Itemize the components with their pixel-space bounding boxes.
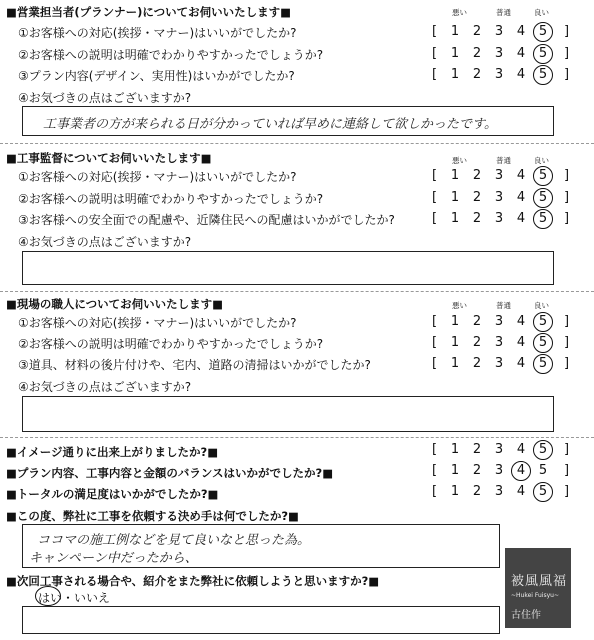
logo-line-2: ~Hukei Fuisyu~ [511, 592, 559, 599]
scale-good-label: 良い [534, 8, 549, 17]
s1-question-3: ③プラン内容(デザイン、実用性)はいかがでしたか? [18, 69, 295, 83]
s2-q2-scale[interactable] [432, 190, 570, 206]
scale-option-5-selected[interactable]: 5 [536, 24, 550, 39]
scale-option-3[interactable]: 3 [494, 356, 504, 371]
scale-option-2[interactable]: 2 [472, 24, 482, 39]
scale-bad-label: 悪い [452, 156, 467, 165]
scale-open-bracket: [ [432, 211, 438, 226]
scale-option-4[interactable]: 4 [516, 190, 526, 205]
scale-option-1[interactable]: 1 [450, 24, 460, 39]
s2-q3-scale[interactable] [432, 211, 570, 227]
s2-comment-label: ④お気づきの点はございますか? [18, 235, 192, 249]
divider [0, 437, 594, 438]
overall-q3: ■トータルの満足度はいかがでしたか?■ [6, 487, 219, 501]
scale-option-5[interactable]: 5 [538, 463, 548, 478]
scale-close-bracket: ] [564, 484, 570, 499]
scale-option-1[interactable]: 1 [450, 168, 460, 183]
scale-open-bracket: [ [432, 24, 438, 39]
s2-question-1: ①お客様への対応(挨拶・マナー)はいいがでしたか? [18, 170, 297, 184]
s1-comment-text: 工事業者の方が来られる日が分かっていれば早めに連絡して欲しかったです。 [43, 117, 497, 132]
scale-normal-label: 普通 [496, 301, 511, 310]
s2-comment-box[interactable] [22, 251, 554, 285]
scale-option-2[interactable]: 2 [472, 356, 482, 371]
scale-option-3[interactable]: 3 [494, 335, 504, 350]
scale-option-4[interactable]: 4 [516, 484, 526, 499]
s3-q2-scale[interactable] [432, 335, 570, 351]
scale-option-1[interactable]: 1 [450, 46, 460, 61]
scale-option-5-selected[interactable]: 5 [536, 211, 550, 226]
scale-option-3[interactable]: 3 [494, 46, 504, 61]
scale-option-4[interactable]: 4 [516, 46, 526, 61]
scale-good-label: 良い [534, 156, 549, 165]
scale-close-bracket: ] [564, 190, 570, 205]
section-3-title: ■現場の職人についてお伺いいたします■ [6, 297, 223, 311]
scale-option-4[interactable]: 4 [516, 442, 526, 457]
scale-option-3[interactable]: 3 [494, 484, 504, 499]
overall-q3-scale[interactable] [432, 484, 570, 500]
next-title: ■次回工事される場合や、紹介をまた弊社に依頼しようと思いますか?■ [6, 574, 380, 588]
overall-q1-scale[interactable] [432, 442, 570, 458]
s3-q1-scale[interactable] [432, 314, 570, 330]
scale-good-label: 良い [534, 301, 549, 310]
scale-option-5-selected[interactable]: 5 [536, 356, 550, 371]
scale-option-3[interactable]: 3 [494, 463, 504, 478]
scale-option-5-selected[interactable]: 5 [536, 484, 550, 499]
scale-option-4[interactable]: 4 [516, 67, 526, 82]
scale-option-2[interactable]: 2 [472, 314, 482, 329]
scale-option-5-selected[interactable]: 5 [536, 442, 550, 457]
scale-close-bracket: ] [564, 168, 570, 183]
scale-normal-label: 普通 [496, 8, 511, 17]
scale-option-3[interactable]: 3 [494, 442, 504, 457]
s3-q3-scale[interactable] [432, 356, 570, 372]
scale-option-2[interactable]: 2 [472, 335, 482, 350]
s3-question-2: ②お客様への説明は明確でわかりやすかったでしょうか? [18, 337, 324, 351]
scale-option-1[interactable]: 1 [450, 67, 460, 82]
logo-line-1: 被風風福 [511, 574, 568, 589]
scale-close-bracket: ] [564, 463, 570, 478]
s3-comment-box[interactable] [22, 396, 554, 432]
s1-question-2: ②お客様への説明は明確でわかりやすかったでしょうか? [18, 48, 324, 62]
s1-q1-scale[interactable] [432, 24, 570, 40]
scale-option-5-selected[interactable]: 5 [536, 168, 550, 183]
scale-option-2[interactable]: 2 [472, 67, 482, 82]
scale-option-3[interactable]: 3 [494, 168, 504, 183]
scale-option-5-selected[interactable]: 5 [536, 335, 550, 350]
s1-q2-scale[interactable] [432, 46, 570, 62]
next-answer[interactable]: はい・いいえ [38, 591, 111, 605]
decision-answer-box[interactable] [22, 524, 500, 568]
scale-open-bracket: [ [432, 168, 438, 183]
scale-open-bracket: [ [432, 356, 438, 371]
scale-option-5-selected[interactable]: 5 [536, 67, 550, 82]
s3-comment-label: ④お気づきの点はございますか? [18, 380, 192, 394]
overall-q2: ■プラン内容、工事内容と金額のバランスはいかがでしたか?■ [6, 466, 334, 480]
scale-option-2[interactable]: 2 [472, 190, 482, 205]
scale-option-4[interactable]: 4 [516, 356, 526, 371]
scale-open-bracket: [ [432, 190, 438, 205]
scale-option-1[interactable]: 1 [450, 442, 460, 457]
scale-close-bracket: ] [564, 67, 570, 82]
scale-open-bracket: [ [432, 46, 438, 61]
scale-option-5-selected[interactable]: 5 [536, 314, 550, 329]
s1-comment-label: ④お気づきの点はございますか? [18, 91, 192, 105]
scale-option-4-selected[interactable]: 4 [514, 463, 528, 478]
overall-q2-scale[interactable] [432, 463, 570, 479]
scale-normal-label: 普通 [496, 156, 511, 165]
scale-close-bracket: ] [564, 46, 570, 61]
scale-option-3[interactable]: 3 [494, 211, 504, 226]
scale-option-4[interactable]: 4 [516, 314, 526, 329]
selected-yes-circle [35, 586, 61, 606]
scale-close-bracket: ] [564, 442, 570, 457]
scale-option-3[interactable]: 3 [494, 24, 504, 39]
scale-option-5-selected[interactable]: 5 [536, 46, 550, 61]
scale-open-bracket: [ [432, 314, 438, 329]
scale-open-bracket: [ [432, 484, 438, 499]
divider [0, 291, 594, 292]
scale-close-bracket: ] [564, 314, 570, 329]
section-1-title: ■営業担当者(プランナー)についてお伺いいたします■ [6, 5, 292, 19]
scale-option-2[interactable]: 2 [472, 484, 482, 499]
scale-option-4[interactable]: 4 [516, 168, 526, 183]
scale-close-bracket: ] [564, 356, 570, 371]
s1-comment-box[interactable] [22, 106, 554, 136]
scale-option-3[interactable]: 3 [494, 67, 504, 82]
scale-option-4[interactable]: 4 [516, 211, 526, 226]
scale-option-3[interactable]: 3 [494, 190, 504, 205]
decision-title: ■この度、弊社に工事を依頼する決め手は何でしたか?■ [6, 509, 299, 523]
scale-open-bracket: [ [432, 335, 438, 350]
scale-open-bracket: [ [432, 67, 438, 82]
s2-question-2: ②お客様への説明は明確でわかりやすかったでしょうか? [18, 192, 324, 206]
decision-answer-line-2: キャンペーン中だったから、 [29, 551, 198, 566]
scale-option-4[interactable]: 4 [516, 24, 526, 39]
scale-option-5-selected[interactable]: 5 [536, 190, 550, 205]
scale-option-2[interactable]: 2 [472, 46, 482, 61]
scale-close-bracket: ] [564, 211, 570, 226]
s1-q3-scale[interactable] [432, 67, 570, 83]
scale-option-2[interactable]: 2 [472, 168, 482, 183]
scale-option-2[interactable]: 2 [472, 463, 482, 478]
scale-bad-label: 悪い [452, 8, 467, 17]
scale-option-1[interactable]: 1 [450, 335, 460, 350]
s3-question-1: ①お客様への対応(挨拶・マナー)はいいがでしたか? [18, 316, 297, 330]
scale-option-1[interactable]: 1 [450, 484, 460, 499]
s1-question-1: ①お客様への対応(挨拶・マナー)はいいがでしたか? [18, 26, 297, 40]
scale-option-1[interactable]: 1 [450, 190, 460, 205]
overall-q1: ■イメージ通りに出来上がりましたか?■ [6, 445, 219, 459]
scale-open-bracket: [ [432, 442, 438, 457]
scale-option-1[interactable]: 1 [450, 211, 460, 226]
scale-bad-label: 悪い [452, 301, 467, 310]
scale-close-bracket: ] [564, 24, 570, 39]
s2-q1-scale[interactable] [432, 168, 570, 184]
scale-option-1[interactable]: 1 [450, 356, 460, 371]
scale-option-2[interactable]: 2 [472, 442, 482, 457]
scale-option-4[interactable]: 4 [516, 335, 526, 350]
company-logo [505, 548, 571, 628]
section-2-title: ■工事監督についてお伺いいたします■ [6, 151, 212, 165]
scale-option-1[interactable]: 1 [450, 314, 460, 329]
decision-answer-line-1: ココマの施工例などを見て良いなと思った為。 [37, 533, 311, 548]
next-comment-box[interactable] [22, 606, 500, 634]
scale-close-bracket: ] [564, 335, 570, 350]
divider [0, 143, 594, 144]
s3-question-3: ③道具、材料の後片付けや、宅内、道路の清掃はいかがでしたか? [18, 358, 371, 372]
logo-line-3: 古住作 [511, 610, 541, 621]
scale-open-bracket: [ [432, 463, 438, 478]
scale-option-3[interactable]: 3 [494, 314, 504, 329]
scale-option-2[interactable]: 2 [472, 211, 482, 226]
scale-option-1[interactable]: 1 [450, 463, 460, 478]
s2-question-3: ③お客様への安全面での配慮や、近隣住民への配慮はいかがでしたか? [18, 213, 395, 227]
